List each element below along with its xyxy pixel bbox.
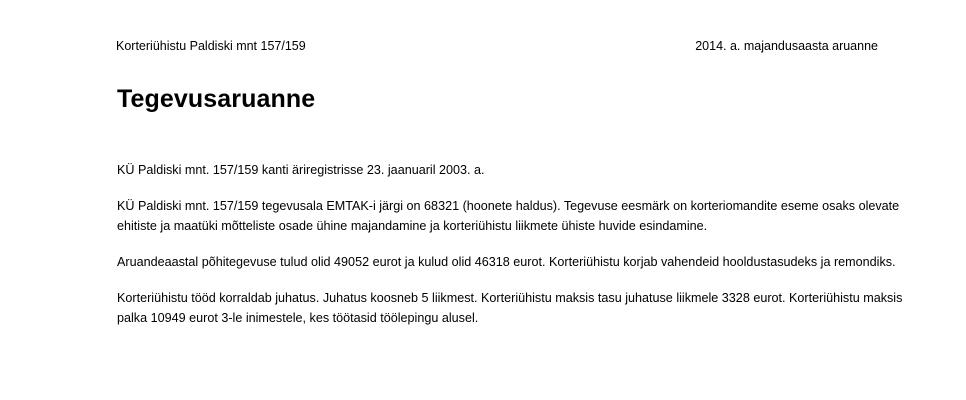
paragraph-activity-field: KÜ Paldiski mnt. 157/159 tegevusala EMTAK-i järgi on 68321 (hoonete haldus). Tegevuse eesmärk on korteriomandite eseme osaks olevate ehitiste ja maatüki mõtteliste osade ühine majandamine ja korteriühistu liikmete ühiste huvide esindamine. (117, 199, 900, 233)
document-body (117, 160, 907, 328)
page-title: Tegevusaruanne (117, 85, 316, 113)
header-organization-name: Korteriühistu Paldiski mnt 157/159 (116, 39, 306, 53)
paragraph-registration: KÜ Paldiski mnt. 157/159 kanti äriregistrisse 23. jaanuaril 2003. a. (117, 163, 485, 177)
paragraph-management-board: Korteriühistu tööd korraldab juhatus. Juhatus koosneb 5 liikmest. Korteriühistu maksis tasu juhatuse liikmele 3328 eurot. Korteriühistu maksis palka 10949 eurot 3-le inimestele, kes töötasid töölepingu alusel. (117, 291, 903, 325)
paragraph-revenue-costs: Aruandeaastal põhitegevuse tulud olid 49052 eurot ja kulud olid 46318 eurot. Korteriühistu korjab vahendeid hooldustasudeks ja remondiks. (117, 255, 896, 269)
page-header (116, 38, 878, 54)
header-report-period: 2014. a. majandusaasta aruanne (695, 39, 878, 53)
